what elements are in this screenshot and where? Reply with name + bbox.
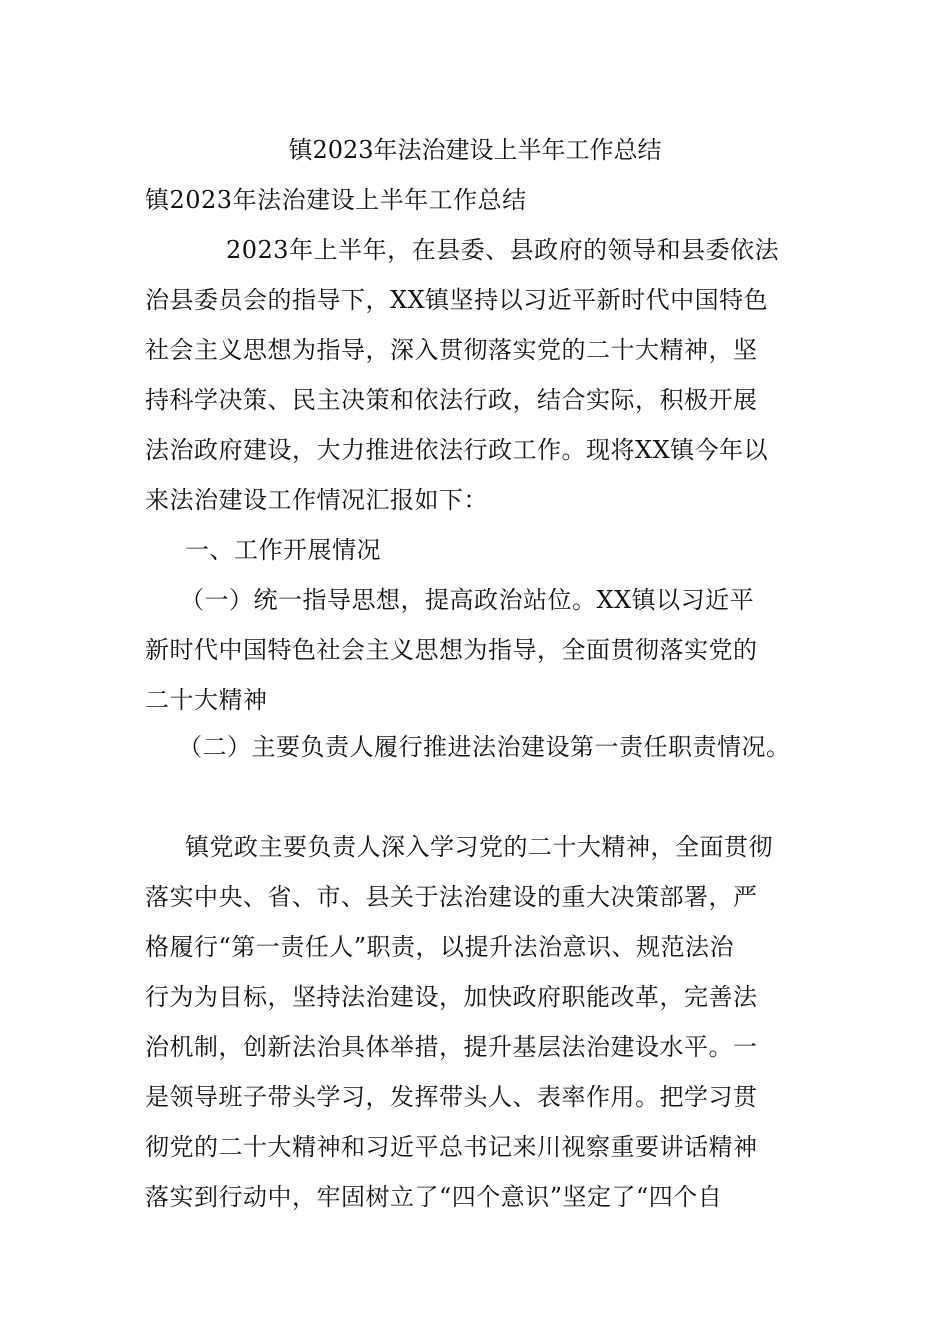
item-one-line-2: 新时代中国特色社会主义思想为指导，全面贯彻落实党的 — [145, 636, 758, 664]
main-line-2: 落实中央、省、市、县关于法治建设的重大决策部署，严 — [145, 883, 758, 911]
intro-line-4: 持科学决策、民主决策和依法行政，结合实际，积极开展 — [145, 386, 758, 414]
document-subtitle: 镇2023年法治建设上半年工作总结 — [145, 186, 527, 214]
item-one-line-1: （一）统一指导思想，提高政治站位。XX镇以习近平 — [180, 586, 755, 614]
intro-line-2: 治县委员会的指导下，XX镇坚持以习近平新时代中国特色 — [145, 286, 769, 314]
section-heading-one: 一、工作开展情况 — [185, 536, 381, 564]
document-title: 镇2023年法治建设上半年工作总结 — [288, 136, 662, 164]
main-line-4: 行为为目标，坚持法治建设，加快政府职能改革，完善法 — [145, 983, 758, 1011]
intro-line-1: 2023年上半年，在县委、县政府的领导和县委依法 — [226, 236, 780, 264]
intro-line-5: 法治政府建设，大力推进依法行政工作。现将XX镇今年以 — [145, 436, 769, 464]
main-line-6: 是领导班子带头学习，发挥带头人、表率作用。把学习贯 — [145, 1083, 758, 1111]
intro-line-3: 社会主义思想为指导，深入贯彻落实党的二十大精神，坚 — [145, 336, 758, 364]
main-line-7: 彻党的二十大精神和习近平总书记来川视察重要讲话精神 — [145, 1133, 758, 1161]
main-line-3: 格履行“第一责任人”职责，以提升法治意识、规范法治 — [145, 933, 735, 961]
item-one-line-3: 二十大精神 — [145, 686, 268, 714]
main-line-1: 镇党政主要负责人深入学习党的二十大精神，全面贯彻 — [185, 833, 773, 861]
item-two-heading: （二）主要负责人履行推进法治建设第一责任职责情况。 — [178, 733, 791, 761]
intro-line-6: 来法治建设工作情况汇报如下： — [145, 486, 488, 514]
main-line-8: 落实到行动中，牢固树立了“四个意识”坚定了“四个自 — [145, 1183, 723, 1211]
main-line-5: 治机制，创新法治具体举措，提升基层法治建设水平。一 — [145, 1033, 758, 1061]
